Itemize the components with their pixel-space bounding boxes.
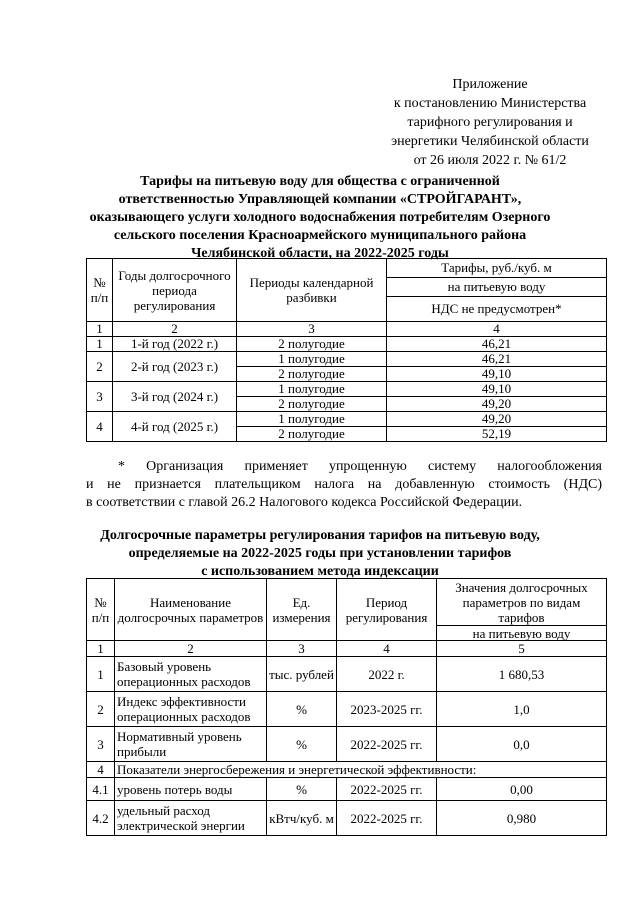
row-year: 3-й год (2024 г.) (113, 382, 237, 412)
parameters-table (86, 578, 607, 836)
row-num: 1 (87, 337, 113, 352)
title-line: с использованием метода индексации (201, 564, 439, 579)
title-line: Челябинской области, на 2022-2025 годы (191, 246, 449, 261)
row-value: 0,0 (437, 727, 607, 762)
header-line: энергетики Челябинской области (391, 134, 589, 149)
tariffs-title (40, 173, 600, 263)
column-number: 1 (87, 322, 113, 337)
row-unit: кВтч/куб. м (267, 801, 337, 836)
row-tariff: 49,20 (387, 397, 607, 412)
column-number: 4 (337, 641, 437, 657)
row-num: 4 (87, 412, 113, 442)
row-period: 1 полугодие (237, 352, 387, 367)
footnote-line: в соответствии с главой 26.2 Налогового кодекса Российской Федерации. (86, 495, 523, 510)
row-period: 2022-2025 гг. (337, 801, 437, 836)
section-title: Показатели энергосбережения и энергетической эффективности: (115, 762, 607, 778)
row-tariff: 46,21 (387, 337, 607, 352)
row-year: 2-й год (2023 г.) (113, 352, 237, 382)
table-row (87, 778, 607, 801)
row-name: уровень потерь воды (115, 778, 267, 801)
header-period: Период регулирования (337, 579, 437, 641)
row-year: 1-й год (2022 г.) (113, 337, 237, 352)
column-number: 1 (87, 641, 115, 657)
row-name: Нормативный уровень прибыли (115, 727, 267, 762)
header-line: к постановлению Министерства (393, 96, 587, 111)
row-num: 4.1 (87, 778, 115, 801)
row-tariff: 52,19 (387, 427, 607, 442)
row-unit: % (267, 727, 337, 762)
appendix-header (340, 75, 640, 170)
row-period: 1 полугодие (237, 382, 387, 397)
table-row (87, 657, 607, 692)
row-year: 4-й год (2025 г.) (113, 412, 237, 442)
row-num: 3 (87, 727, 115, 762)
row-num: 3 (87, 382, 113, 412)
row-period: 2 полугодие (237, 367, 387, 382)
row-period: 2 полугодие (237, 427, 387, 442)
row-unit: тыс. рублей (267, 657, 337, 692)
header-num: № п/п (87, 579, 115, 641)
row-unit: % (267, 692, 337, 727)
header-line: от 26 июля 2022 г. № 61/2 (413, 153, 567, 168)
row-period: 2 полугодие (237, 337, 387, 352)
row-period: 2022-2025 гг. (337, 778, 437, 801)
table-row (87, 727, 607, 762)
row-period: 2022 г. (337, 657, 437, 692)
row-unit: % (267, 778, 337, 801)
table-row (87, 412, 607, 427)
vat-footnote (86, 458, 602, 512)
row-name: Индекс эффективности операционных расходов (115, 692, 267, 727)
header-unit: Ед. измерения (267, 579, 337, 641)
row-period: 2022-2025 гг. (337, 727, 437, 762)
title-line: ответственностью Управляющей компании «СТРОЙГАРАНТ», (118, 192, 522, 207)
header-vat: НДС не предусмотрен* (387, 297, 607, 322)
row-tariff: 49,10 (387, 382, 607, 397)
row-period: 2 полугодие (237, 397, 387, 412)
table-row (87, 382, 607, 397)
column-number: 2 (115, 641, 267, 657)
header-line: тарифного регулирования и (407, 115, 573, 130)
title-line: Тарифы на питьевую воду для общества с ограниченной (140, 174, 500, 189)
row-value: 1 680,53 (437, 657, 607, 692)
table-row (87, 692, 607, 727)
row-period: 2023-2025 гг. (337, 692, 437, 727)
row-num: 1 (87, 657, 115, 692)
title-line: сельского поселения Красноармейского муниципального района (113, 228, 527, 243)
header-drinking-water: на питьевую воду (387, 278, 607, 297)
row-name: удельный расход электрической энергии (115, 801, 267, 836)
title-line: определяемые на 2022-2025 годы при установлении тарифов (128, 546, 512, 561)
column-number: 4 (387, 322, 607, 337)
row-value: 1,0 (437, 692, 607, 727)
row-num: 2 (87, 692, 115, 727)
row-tariff: 49,10 (387, 367, 607, 382)
table-row (87, 801, 607, 836)
footnote-line: * Организация применяет упрощенную систему налогообложения (118, 459, 602, 474)
table-section-row (87, 762, 607, 778)
table-row (87, 352, 607, 367)
header-periods: Периоды календарной разбивки (237, 259, 387, 322)
column-number: 2 (113, 322, 237, 337)
row-num: 2 (87, 352, 113, 382)
row-tariff: 46,21 (387, 352, 607, 367)
footnote-line: и не признается плательщиком налога на добавленную стоимость (НДС) (86, 477, 602, 492)
header-tariffs: Тарифы, руб./куб. м (387, 259, 607, 278)
row-period: 1 полугодие (237, 412, 387, 427)
row-name: Базовый уровень операционных расходов (115, 657, 267, 692)
row-num: 4.2 (87, 801, 115, 836)
header-values: Значения долгосрочных параметров по видам тарифов (437, 579, 607, 626)
tariffs-table (86, 258, 607, 442)
header-name: Наименование долгосрочных параметров (115, 579, 267, 641)
header-num: № п/п (87, 259, 113, 322)
column-number: 3 (267, 641, 337, 657)
column-number: 5 (437, 641, 607, 657)
header-drinking-water: на питьевую воду (437, 626, 607, 641)
row-value: 0,00 (437, 778, 607, 801)
header-years: Годы долгосрочного периода регулирования (113, 259, 237, 322)
title-line: оказывающего услуги холодного водоснабжения потребителям Озерного (89, 210, 551, 225)
section-num: 4 (87, 762, 115, 778)
parameters-title (40, 527, 600, 581)
row-tariff: 49,20 (387, 412, 607, 427)
header-line: Приложение (452, 77, 528, 92)
column-number: 3 (237, 322, 387, 337)
table-row (87, 337, 607, 352)
row-value: 0,980 (437, 801, 607, 836)
title-line: Долгосрочные параметры регулирования тарифов на питьевую воду, (100, 528, 540, 543)
